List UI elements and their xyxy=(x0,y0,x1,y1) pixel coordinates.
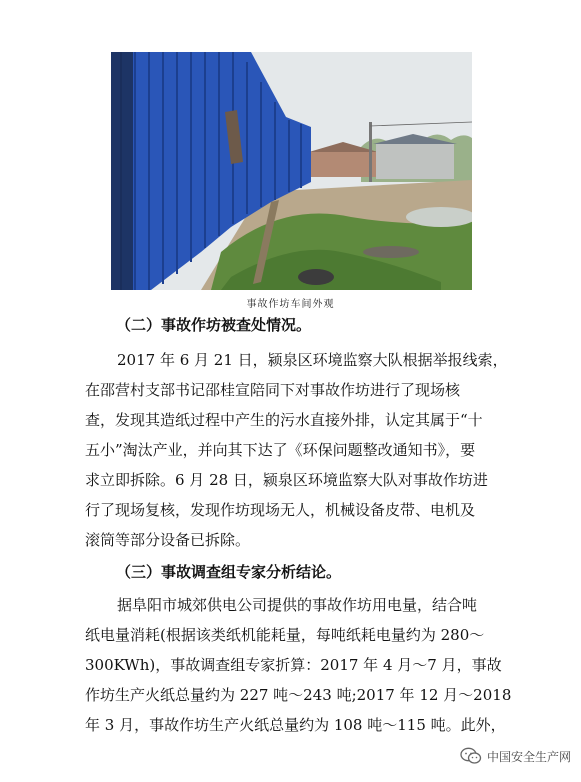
paragraph-line: 据阜阳市城郊供电公司提供的事故作坊用电量，结合吨 xyxy=(117,596,478,614)
paragraph-line: 查，发现其造纸过程中产生的污水直接外排，认定其属于“十 xyxy=(85,411,483,429)
paragraph-line: 2017 年 6 月 21 日，颍泉区环境监察大队根据举报线索， xyxy=(117,351,508,369)
paragraph-line: 求立即拆除。6 月 28 日，颍泉区环境监察大队对事故作坊进 xyxy=(85,471,488,489)
watermark-text: 中国安全生产网 xyxy=(486,749,571,764)
workshop-photo xyxy=(111,52,472,290)
paragraph-line: 纸电量消耗(根据该类纸机能耗量，每吨纸耗电量约为 280～ xyxy=(85,626,485,644)
photo-caption: 事故作坊车间外观 xyxy=(246,299,335,310)
workshop-photo-graphic xyxy=(111,52,472,290)
section-3-heading: （三）事故调查组专家分析结论。 xyxy=(116,563,342,581)
paragraph-line: 滚筒等部分设备已拆除。 xyxy=(85,531,251,549)
paragraph-line: 作坊生产火纸总量约为 227 吨～243 吨;2017 年 12 月～2018 xyxy=(85,686,512,704)
watermark xyxy=(460,747,571,765)
paragraph-line: 行了现场复核，发现作坊现场无人，机械设备皮带、电机及 xyxy=(85,501,476,519)
paragraph-line: 300KWh)，事故调查组专家折算：2017 年 4 月～7 月，事故 xyxy=(85,656,502,674)
wechat-logo-icon xyxy=(460,747,482,765)
paragraph-line: 五小”淘汰产业，并向其下达了《环保问题整改通知书》，要 xyxy=(85,441,476,459)
paragraph-line: 在邵营村支部书记邵桂宣陪同下对事故作坊进行了现场核 xyxy=(85,381,461,399)
paragraph-line: 年 3 月，事故作坊生产火纸总量约为 108 吨～115 吨。此外， xyxy=(85,716,506,734)
section-2-heading: （二）事故作坊被查处情况。 xyxy=(116,316,312,334)
